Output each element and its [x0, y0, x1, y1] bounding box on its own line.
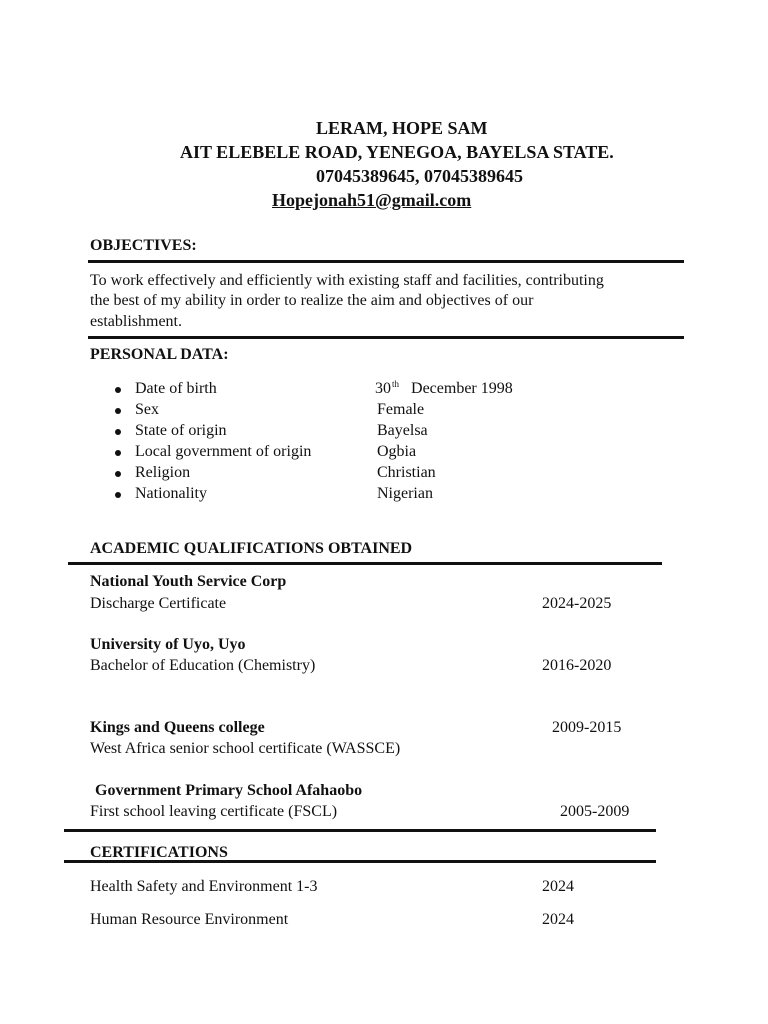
academic-institution: Government Primary School Afahaobo [95, 782, 363, 799]
academic-qualification: West Africa senior school certificate (WASSCE) [90, 740, 401, 757]
personal-label: State of origin [135, 422, 227, 439]
certification-name: Health Safety and Environment 1-3 [90, 878, 318, 895]
personal-value-dob: 30th December 1998 [375, 379, 513, 397]
objectives-line: establishment. [90, 313, 182, 330]
divider [64, 860, 656, 863]
academic-qualification: Bachelor of Education (Chemistry) [90, 657, 316, 674]
objectives-line: To work effectively and efficiently with existing staff and facilities, contributing [90, 272, 604, 289]
certification-year: 2024 [542, 911, 574, 928]
applicant-name: LERAM, HOPE SAM [316, 118, 488, 138]
certification-name: Human Resource Environment [90, 911, 289, 928]
personal-value: Female [377, 401, 425, 418]
applicant-phones: 07045389645, 07045389645 [316, 166, 523, 186]
bullet-icon [115, 492, 121, 498]
personal-value: Bayelsa [377, 422, 428, 439]
applicant-email[interactable]: Hopejonah51@gmail.com [272, 190, 472, 210]
personal-value: Christian [377, 464, 436, 481]
academic-years: 2016-2020 [542, 657, 612, 674]
divider [64, 829, 656, 832]
academic-years: 2024-2025 [542, 595, 612, 612]
academic-heading: ACADEMIC QUALIFICATIONS OBTAINED [90, 540, 413, 557]
bullet-icon [115, 471, 121, 477]
academic-years: 2009-2015 [552, 719, 622, 736]
objectives-heading: OBJECTIVES: [90, 237, 197, 254]
personal-value: Nigerian [377, 485, 433, 502]
personal-label: Local government of origin [135, 443, 312, 460]
objectives-line: the best of my ability in order to realize the aim and objectives of our [90, 292, 534, 309]
divider [88, 336, 684, 339]
certifications-heading: CERTIFICATIONS [90, 844, 228, 861]
divider [68, 562, 662, 565]
academic-institution: National Youth Service Corp [90, 573, 287, 590]
applicant-address: AIT ELEBELE ROAD, YENEGOA, BAYELSA STATE. [180, 142, 614, 162]
bullet-icon [115, 450, 121, 456]
certification-year: 2024 [542, 878, 574, 895]
bullet-icon [115, 387, 121, 393]
personal-label: Nationality [135, 485, 207, 502]
academic-institution: University of Uyo, Uyo [90, 636, 246, 653]
academic-years: 2005-2009 [560, 803, 630, 820]
personal-data-heading: PERSONAL DATA: [90, 346, 229, 363]
divider [88, 260, 684, 263]
personal-label: Sex [135, 401, 159, 418]
academic-qualification: Discharge Certificate [90, 595, 227, 612]
personal-label: Date of birth [135, 380, 217, 397]
personal-value: Ogbia [377, 443, 417, 460]
academic-institution: Kings and Queens college [90, 719, 265, 736]
personal-label: Religion [135, 464, 191, 481]
academic-qualification: First school leaving certificate (FSCL) [90, 803, 338, 820]
bullet-icon [115, 408, 121, 414]
bullet-icon [115, 429, 121, 435]
